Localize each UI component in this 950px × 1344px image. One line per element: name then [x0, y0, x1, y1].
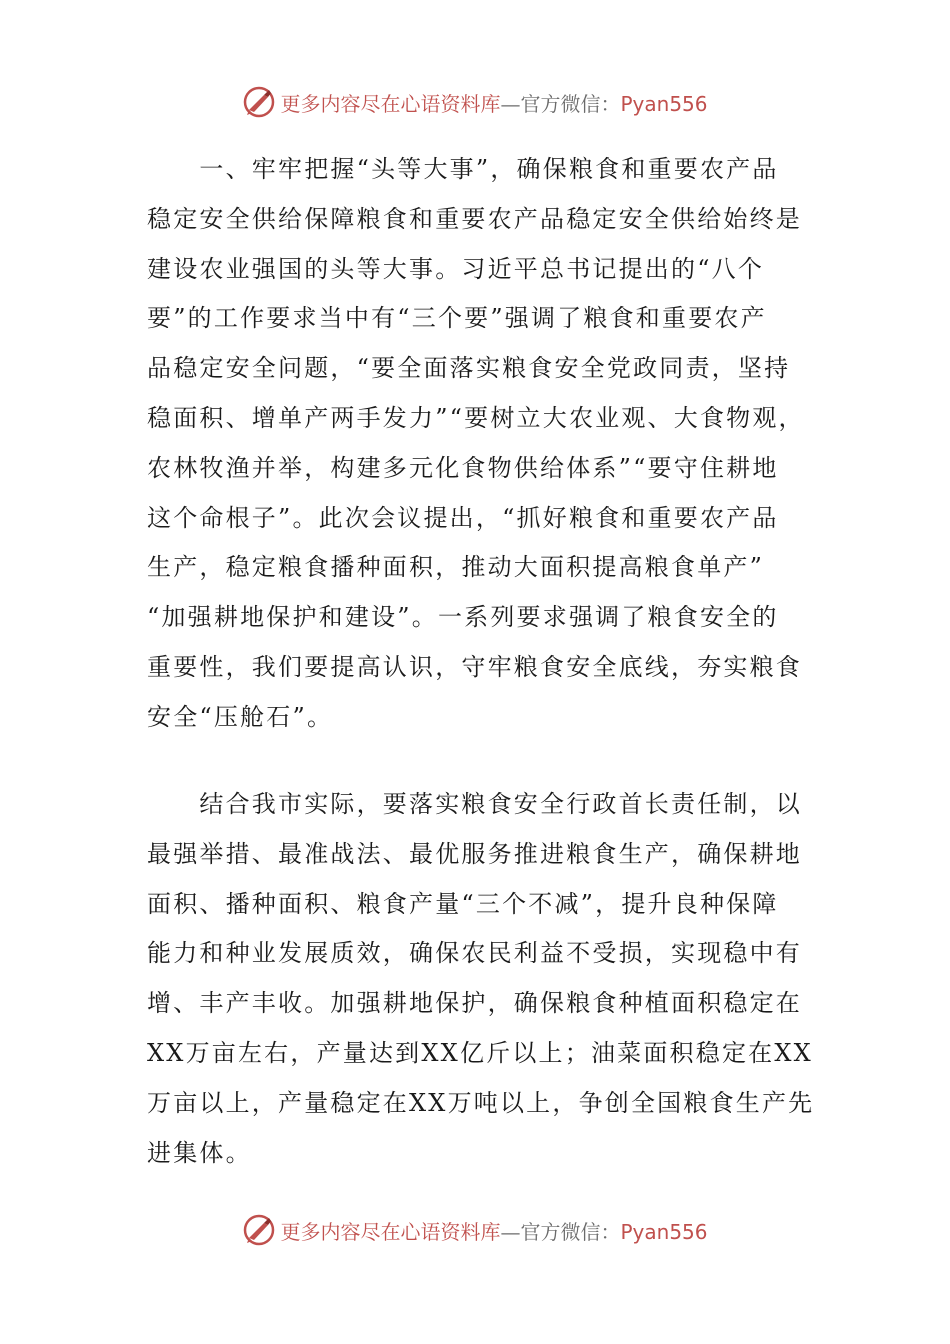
text-line: 建设农业强国的头等大事。习近平总书记提出的“八个 — [147, 254, 765, 283]
banner-wechat-id: Pyan556 — [620, 91, 708, 116]
text-line: 万亩以上，产量稳定在XX万吨以上，争创全国粮食生产先 — [147, 1088, 815, 1117]
footer-banner — [0, 1210, 950, 1250]
pen-logo-icon — [242, 85, 276, 119]
text-line: 生产，稳定粮食播种面积，推动大面积提高粮食单产” — [147, 553, 765, 582]
text-line: 能力和种业发展质效，确保农民利益不受损，实现稳中有 — [147, 939, 802, 968]
text-line: 稳定安全供给保障粮食和重要农产品稳定安全供给始终是 — [147, 204, 802, 233]
banner-library-text: 更多内容尽在心语资料库 — [280, 91, 501, 116]
text-line: 进集体。 — [147, 1138, 252, 1167]
text-line: 要”的工作要求当中有“三个要”强调了粮食和重要农产 — [147, 304, 767, 333]
text-line: XX万亩左右，产量达到XX亿斤以上；油菜面积稳定在XX — [147, 1038, 813, 1067]
text-line: 安全“压舱石”。 — [147, 702, 334, 731]
text-line: 最强举措、最准战法、最优服务推进粮食生产，确保耕地 — [147, 839, 802, 868]
banner-wechat-label: —官方微信： — [500, 91, 621, 116]
text-line: 面积、播种面积、粮食产量“三个不减”，提升良种保障 — [147, 889, 779, 918]
text-line: 稳面积、增单产两手发力”“要树立大农业观、大食物观， — [147, 403, 805, 432]
header-banner — [0, 82, 950, 122]
text-line: 结合我市实际，要落实粮食安全行政首长责任制，以 — [147, 790, 802, 818]
text-line: 品稳定安全问题，“要全面落实粮食安全党政同责，坚持 — [147, 354, 791, 383]
text-line: “加强耕地保护和建设”。一系列要求强调了粮食安全的 — [147, 603, 779, 632]
text-line: 农林牧渔并举，构建多元化食物供给体系”“要守住耕地 — [147, 453, 779, 482]
text-line: 一、牢牢把握“头等大事”，确保粮食和重要农产品 — [147, 155, 779, 183]
banner-library-text: 更多内容尽在心语资料库 — [280, 1219, 501, 1244]
text-line: 这个命根子”。此次会议提出，“抓好粮食和重要农产品 — [147, 503, 779, 532]
text-line: 增、丰产丰收。加强耕地保护，确保粮食种植面积稳定在 — [147, 989, 802, 1018]
paragraph-2 — [147, 780, 815, 1178]
banner-wechat-id: Pyan556 — [620, 1219, 708, 1244]
banner-wechat-label: —官方微信： — [500, 1219, 621, 1244]
text-line: 重要性，我们要提高认识，守牢粮食安全底线，夯实粮食 — [147, 652, 802, 681]
pen-logo-icon — [242, 1213, 276, 1247]
paragraph-1 — [147, 145, 807, 743]
